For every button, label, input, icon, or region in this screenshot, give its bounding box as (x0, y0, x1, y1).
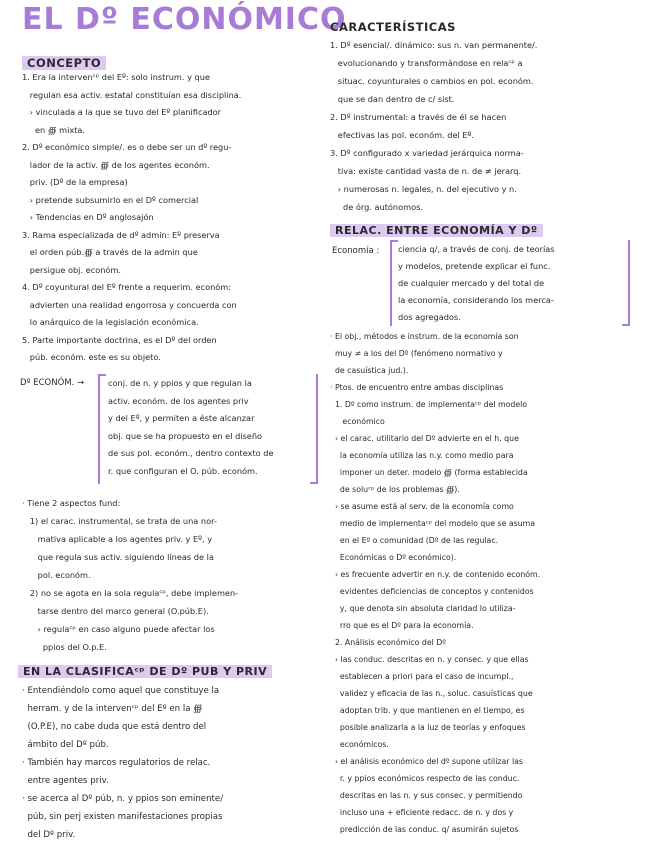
aspectos-line: ppios del O.p.E. (22, 642, 107, 652)
concepto-line: regulan esa activ. estatal constituían esa disciplina. (22, 89, 242, 100)
concepto-line: 1. Era la intervenᶜᵖ del Eº: solo instrum. y que (22, 72, 210, 82)
aspectos-line: › regulaᶜᵖ en caso alguno puede afectar los (22, 624, 215, 634)
rest-line: validez y eficacia de las n., soluc. casuísticas que (330, 689, 533, 698)
rest-line: Económicas o Dº económico). (330, 553, 457, 562)
concepto-line: el orden púb.∰ a través de la admin que (22, 247, 198, 257)
rest-line: › es frecuente advertir en n.y. de contenido económ. (330, 570, 541, 579)
dec-label: Dº ECONÓM. → (20, 378, 85, 388)
clasificacion-heading: EN LA CLASIFICAᶜᵖ DE Dº PUB Y PRIV (18, 665, 272, 678)
clasif-line: · se acerca al Dº púb, n. y ppios son eminente/ (22, 794, 224, 804)
rest-line: › se asume está al serv. de la economía como (330, 502, 514, 511)
rest-line: de casuística jud.). (330, 366, 409, 375)
concepto-line: 4. Dº coyuntural del Eº frente a requerim. económ: (22, 282, 232, 292)
aspectos-line: 1) el carac. instrumental, se trata de una nor- (22, 516, 217, 526)
relac-line: dos agregados. (398, 312, 461, 322)
rest-line: › el análisis económico del dº supone utilizar las (330, 757, 523, 766)
rest-line: económico (330, 417, 385, 426)
rest-line: adoptan trib. y que mantienen en el tiempo, es (330, 706, 525, 715)
aspectos-line: tarse dentro del marco general (O.púb.E). (22, 606, 209, 616)
rest-line: predicción de las conduc. q/ asumirán sujetos (330, 825, 519, 834)
concepto-line: púb. económ. este es su objeto. (22, 352, 161, 362)
rest-line: descritas en las n. y sus consec. y permitiendo (330, 791, 523, 800)
caract-line: que se dan dentro de c/ sist. (330, 94, 455, 104)
rest-line: › las conduc. descritas en n. y consec. y que ellas (330, 655, 529, 664)
concepto-line: › vinculada a la que se tuvo del Eº planificador (22, 107, 222, 117)
dec-line: y del Eº, y permiten a éste alcanzar (108, 413, 255, 423)
caract-line: 1. Dº esencial/. dinámico: sus n. van permanente/. (330, 40, 538, 50)
rest-line: y, que denota sin absoluta claridad lo utiliza- (330, 604, 516, 613)
rest-line: › el carac. utilitario del Dº advierte en el h. que (330, 434, 519, 443)
economia-label: Economía : (332, 246, 380, 256)
rest-line: medio de implementaᶜᵖ del modelo que se asuma (330, 519, 536, 528)
caract-line: evolucionando y transformándose en relaᶜᵖ a (330, 58, 523, 68)
caract-line: de órg. autónomos. (330, 202, 423, 212)
caract-line: › numerosas n. legales, n. del ejecutivo y n. (330, 184, 517, 194)
relac-line: de cualquier mercado y del total de (398, 278, 545, 288)
rest-line: en el Eº o comunidad (Dº de las regulac. (330, 536, 499, 545)
clasif-line: del Dº priv. (22, 830, 76, 840)
concepto-line: 2. Dº económico simple/. es o debe ser un dº regu- (22, 142, 232, 152)
aspectos-line: pol. económ. (22, 570, 91, 580)
rest-line: r. y ppios económicos respecto de las conduc. (330, 774, 520, 783)
rest-line: · El obj., métodos e instrum. de la economía son (330, 332, 519, 341)
rest-line: de soluᶜᵖ de los problemas ∰). (330, 485, 460, 494)
relac-line: y modelos, pretende explicar el func. (398, 261, 551, 271)
caract-line: 3. Dº configurado x variedad jerárquica norma- (330, 148, 524, 158)
caract-line: efectivas las pol. económ. del Eº. (330, 130, 475, 140)
relac-heading: RELAC. ENTRE ECONOMÍA Y Dº (330, 224, 543, 237)
rest-line: económicos. (330, 740, 389, 749)
caract-line: situac. coyunturales o cambios en pol. económ. (330, 76, 534, 86)
concepto-line: persigue obj. económ. (22, 264, 121, 275)
concepto-line: advierten una realidad engorrosa y concuerda con (22, 299, 237, 310)
dec-line: obj. que se ha propuesto en el diseño (108, 430, 263, 441)
rest-line: muy ≠ a los del Dº (fenómeno normativo y (330, 349, 503, 358)
clasif-line: herram. y de la intervenᶜᵖ del Eº en la ∰ (22, 704, 203, 714)
rest-line: 1. Dº como instrum. de implementaᶜᵖ del modelo (330, 400, 528, 409)
concepto-line: en ∰ mixta. (22, 124, 86, 135)
aspectos-line: 2) no se agota en la sola regulaᶜᵖ, debe implemen- (22, 588, 239, 598)
clasif-line: · Entendiéndolo como aquel que constituye la (22, 686, 220, 696)
dec-line: de sus pol. económ., dentro contexto de (108, 448, 274, 458)
concepto-line: 3. Rama especializada de dº admin: Eº preserva (22, 229, 220, 240)
rest-line: evidentes deficiencias de conceptos y contenidos (330, 587, 534, 596)
rest-line: establecen a priori para el caso de incumpl., (330, 672, 514, 681)
clasif-line: ámbito del Dº púb. (22, 740, 109, 750)
caracteristicas-heading: CARACTERÍSTICAS (330, 20, 456, 34)
caract-line: 2. Dº instrumental: a través de él se hacen (330, 112, 507, 122)
concepto-line: lador de la activ. ∰ de los agentes económ. (22, 159, 210, 170)
aspectos-line: mativa aplicable a los agentes priv. y Eº, y (22, 534, 213, 544)
clasif-line: · También hay marcos regulatorios de relac. (22, 758, 211, 768)
concepto-heading: CONCEPTO (22, 56, 106, 70)
concepto-line: 5. Parte importante doctrina, es el Dº del orden (22, 334, 217, 345)
rest-line: la economía utiliza las n.y. como medio para (330, 451, 514, 460)
aspectos-line: que regula sus activ. siguiendo líneas de la (22, 552, 214, 562)
clasif-line: (O.P.E), no cabe duda que está dentro del (22, 722, 207, 732)
clasif-line: entre agentes priv. (22, 776, 109, 786)
clasif-line: púb, sin perj existen manifestaciones propias (22, 812, 223, 822)
relac-line: la economía, considerando los merca- (398, 295, 554, 305)
rest-line: posible analizarla a la luz de teorías y enfoques (330, 723, 526, 732)
dec-line: activ. económ. de los agentes priv (108, 395, 249, 406)
dec-line: r. que configuran el O. púb. económ. (108, 465, 258, 476)
caract-line: tiva: existe cantidad vasta de n. de ≠ jerarq. (330, 166, 522, 176)
rest-line: rro que es el Dº para la economía. (330, 621, 474, 630)
relac-line: ciencia q/, a través de conj. de teorías (398, 244, 555, 254)
dec-line: conj. de n. y ppios y que regulan la (108, 378, 252, 388)
rest-line: incluso una + eficiente redacc. de n. y dos y (330, 808, 514, 817)
concepto-line: › pretende subsumirlo en el Dº comercial (22, 194, 199, 205)
concepto-line: priv. (Dº de la empresa) (22, 177, 128, 187)
concepto-line: › Tendencias en Dº anglosajón (22, 212, 154, 222)
concepto-line: lo anárquico de la legislación económica. (22, 317, 199, 327)
page-title: EL Dº ECONÓMICO (22, 2, 347, 37)
rest-line: imponer un deter. modelo ∰ (forma establecida (330, 468, 528, 477)
aspectos-line: · Tiene 2 aspectos fund: (22, 498, 121, 508)
rest-line: 2. Análisis económico del Dº (330, 638, 446, 647)
rest-line: · Ptos. de encuentro entre ambas disciplinas (330, 383, 504, 392)
